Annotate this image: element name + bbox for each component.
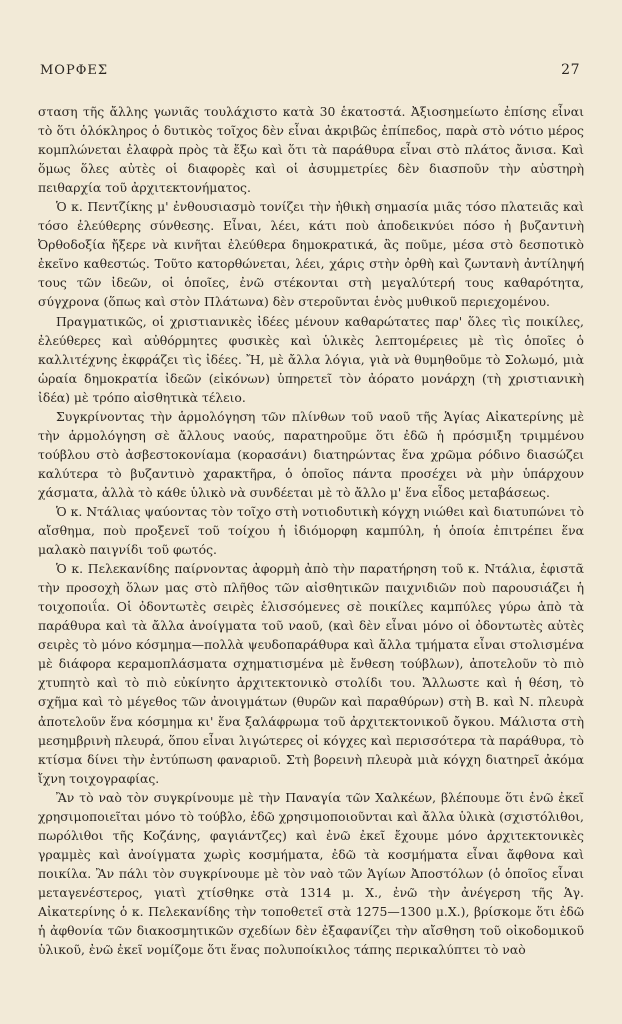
paragraph-dalias: Ὁ κ. Ντάλιας ψαύοντας τὸν τοῖχο στὴ νοτιοδυτικὴ κόγχη νιώθει καὶ διατυπώνει τὸ αἴσθημα, ποὺ προξενεῖ τοῦ τοίχου ἡ ἰδιόμορφη καμπύλη, ἡ ὁποία ἐπιτρέπει ἕνα μαλακὸ παιγνίδι τοῦ φωτός. (38, 503, 584, 558)
paragraph-continuation: σταση τῆς ἄλλης γωνιᾶς τουλάχιστο κατὰ 30 ἑκατοστά. Ἀξιοσημείωτο ἐπίσης εἶναι τὸ ὅτι ὁλόκληρος ὁ δυτικὸς τοῖχος δὲν εἶναι ἀκριβῶς ἐπίπεδος, παρὰ στὸ νότιο μέρος κομπλώνεται ἐλαφρὰ πρὸς τὰ ἔξω καὶ ὅτι τὰ παράθυρα εἶναι στὸ πλάτος ἄνισα. Καὶ ὅμως ὅλες αὐτὲς οἱ διαφορὲς καὶ οἱ ἀσυμμετρίες δὲν διασποῦν τὴν αὐστηρὴ πειθαρχία τοῦ ἀρχιτεκτονήματος. (38, 104, 584, 196)
paragraph-mortar-comparison: Συγκρίνοντας τὴν ἁρμολόγηση τῶν πλίνθων τοῦ ναοῦ τῆς Ἁγίας Αἰκατερίνης μὲ τὴν ἁρμολόγηση σὲ ἄλλους ναούς, παρατηροῦμε ὅτι ἐδῶ ἡ πρόσμιξη τριμμένου τούβλου στὸ ἀσβεστοκονίαμα (κορασάνι) διατηρώντας ἕνα χρῶμα ρόδινο διασώζει καλύτερα τὸ βυζαντινὸ χαρακτῆρα, ὁ ὁποῖος πάντα προσέχει νὰ μὴν ὑπάρχουν χάσματα, ἀλλὰ τὸ κάθε ὑλικὸ νὰ συνδέεται μὲ τὸ ἄλλο μ' ἕνα εἶδος μεταβάσεως. (38, 408, 584, 500)
body-text (38, 102, 584, 959)
page-number: 27 (561, 62, 580, 78)
running-header (38, 62, 584, 78)
paragraph-pelekanidis: Ὁ κ. Πελεκανίδης παίρνοντας ἀφορμὴ ἀπὸ τὴν παρατήρηση τοῦ κ. Ντάλια, ἐφιστᾶ τὴν προσοχὴ ὅλων μας στὸ πλῆθος τῶν αἰσθητικῶν παιχνιδιῶν ποὺ παρουσιάζει ἡ τοιχοποιΐα. Οἱ ὀδοντωτὲς σειρὲς ἑλισσόμενες σὲ ποικίλες καμπύλες γύρω ἀπὸ τὰ παράθυρα καὶ τὰ ἄλλα ἀνοίγματα τοῦ ναοῦ, (καὶ δὲν εἶναι μόνο οἱ ὀδοντωτὲς αὐτὲς σειρὲς τὸ μόνο κόσμημα—πολλὰ ψευδοπαράθυρα καὶ ἄλλα τμήματα εἶναι στολισμένα μὲ διάφορα κεραμοπλάσματα σχηματισμένα μὲ ἔνθεση τούβλων), ἀποτελοῦν τὸ πιὸ χτυπητὸ καὶ τὸ πιὸ εὐκίνητο ἀρχιτεκτονικὸ στολίδι του. Ἄλλωστε καὶ ἡ θέση, τὸ σχῆμα καὶ τὸ μέγεθος τῶν ἀνοιγμάτων (θυρῶν καὶ παραθύρων) στὴ Β. καὶ Ν. πλευρὰ ἀποτελοῦν ἕνα κόσμημα κι' ἕνα ξαλάφρωμα τοῦ ἀρχιτεκτονικοῦ ὄγκου. Μάλιστα στὴ μεσημβρινὴ πλευρά, ὅπου εἶναι λιγώτερες οἱ κόγχες καὶ περισσότερα τὰ παράθυρα, τὸ κτίσμα δίνει τὴν ἐντύπωση φαναριοῦ. Στὴ βορεινὴ πλευρὰ μιὰ κόγχη διατηρεῖ ἀκόμα ἴχνη τοιχογραφίας. (38, 561, 584, 786)
paragraph-church-comparison: Ἂν τὸ ναὸ τὸν συγκρίνουμε μὲ τὴν Παναγία τῶν Χαλκέων, βλέπουμε ὅτι ἐνῶ ἐκεῖ χρησιμοποιεῖται μόνο τὸ τούβλο, ἐδῶ χρησιμοποιοῦνται καὶ ἄλλα ὑλικὰ (σχιστόλιθοι, πωρόλιθοι τῆς Κοζάνης, φαγιάντζες) καὶ ἐνῶ ἐκεῖ ἔχουμε μόνο ἀρχιτεκτονικὲς γραμμὲς καὶ ἀνοίγματα χωρὶς κοσμήματα, ἐδῶ τὰ κοσμήματα εἶναι ἄφθονα καὶ ποικίλα. Ἂν πάλι τὸν συγκρίνουμε μὲ τὸν ναὸ τῶν Ἁγίων Ἀποστόλων (ὁ ὁποῖος εἶναι μεταγενέστερος, γιατὶ χτίσθηκε στὰ 1314 μ. Χ., ἐνῶ τὴν ἀνέγερση τῆς Ἁγ. Αἰκατερίνης ὁ κ. Πελεκανίδης τὴν τοποθετεῖ στὰ 1275—1300 μ.Χ.), βρίσκομε ὅτι ἐδῶ ἡ ἀφθονία τῶν διακοσμητικῶν σχεδίων δὲν ἐξαφανίζει τὴν αἴσθηση τοῦ οἰκοδομικοῦ ὑλικοῦ, ἐνῶ ἐκεῖ νομίζομε ὅτι ἕνας πολυποίκιλος τάπης περικαλύπτει τὸ ναὸ (38, 789, 584, 958)
paragraph-pentzikis: Ὁ κ. Πεντζίκης μ' ἐνθουσιασμὸ τονίζει τὴν ἠθικὴ σημασία μιᾶς τόσο πλατειᾶς καὶ τόσο ἐλεύθερης σύνθεσης. Εἶναι, λέει, κάτι ποὺ ἀποδεικνύει πόσο ἡ βυζαντινὴ Ὀρθοδοξία ἤξερε νὰ κινῆται ἐλεύθερα δημοκρατικά, ἂς ποῦμε, μέσα στὸ δεσποτικὸ ἐκεῖνο καθεστώς. Τοῦτο κατορθώνεται, λέει, χάρις στὴν ὀρθὴ καὶ ζωντανὴ ἀντίληψή τους τῶν ἰδεῶν, οἱ ὁποῖες, ἐνῶ στέκονται στὴ μεγαλύτερή τους καθαρότητα, σύγχρονα (ὅπως καὶ στὸν Πλάτωνα) δὲν στεροῦνται ἑνὸς μυθικοῦ περιεχομένου. (38, 199, 584, 310)
paragraph-christian-ideas: Πραγματικῶς, οἱ χριστιανικὲς ἰδέες μένουν καθαρώτατες παρ' ὅλες τὶς ποικίλες, ἐλεύθερες καὶ αὐθόρμητες φυσικὲς καὶ ὑλικὲς λεπτομέρειες μὲ τὶς ὁποῖες ὁ καλλιτέχνης ἐκφράζει τὶς ἰδέες. Ἤ, μὲ ἄλλα λόγια, γιὰ νὰ θυμηθοῦμε τὸ Σολωμό, μιὰ ὡραία δημοκρατία ἰδεῶν (εἰκόνων) ὑπηρετεῖ τὸν ἀόρατο μονάρχη (τὴ χριστιανικὴ ἰδέα) μὲ τρόπο αἰσθητικὰ τέλειο. (38, 313, 584, 405)
journal-title: ΜΟΡΦΕΣ (40, 63, 109, 78)
